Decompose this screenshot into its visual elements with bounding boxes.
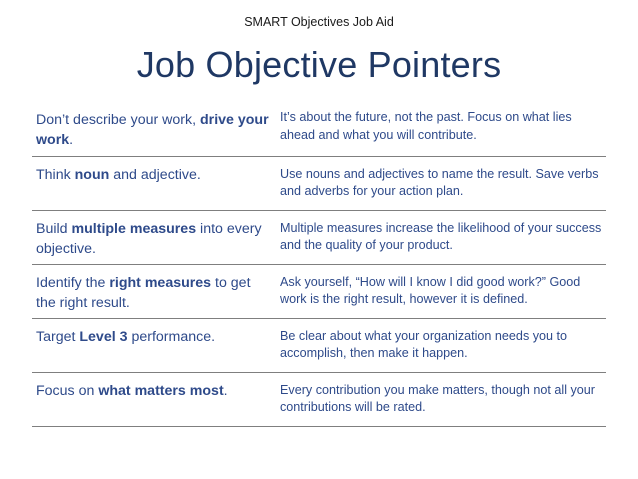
pointer-emphasis: noun: [74, 166, 110, 183]
explanation-cell: Use nouns and adjectives to name the result. Save verbs and adverbs for your action plan.: [275, 156, 606, 210]
pointer-text: Target: [36, 328, 80, 345]
table-row: [32, 101, 606, 156]
table-row: [32, 372, 606, 426]
pointer-emphasis: what matters most: [98, 382, 224, 399]
pointer-text: to get the right result.: [36, 274, 251, 311]
pointer-cell: [32, 372, 275, 426]
pointer-emphasis: multiple measures: [71, 220, 197, 237]
table-row: [32, 264, 606, 318]
table-row: [32, 156, 606, 210]
pointer-text: .: [223, 382, 228, 399]
pointers-table: [32, 101, 606, 427]
pointer-emphasis: drive your work: [36, 112, 269, 148]
supertitle: SMART Objectives Job Aid: [244, 15, 394, 29]
pointer-emphasis: Level 3: [79, 328, 128, 345]
pointer-cell: [32, 156, 275, 210]
explanation-cell: It’s about the future, not the past. Focus on what lies ahead and what you will contribute.: [275, 101, 606, 156]
explanation-cell: Ask yourself, “How will I know I did good work?” Good work is the right result, however it is defined.: [275, 264, 606, 318]
pointer-cell: [32, 210, 275, 264]
pointer-text: .: [69, 132, 74, 148]
pointer-emphasis: right measures: [109, 274, 212, 291]
pointer-text: performance.: [127, 328, 216, 345]
pointer-text: Think: [36, 166, 75, 183]
pointer-cell: [32, 318, 275, 372]
table-row: [32, 318, 606, 372]
pointer-text: Don’t describe your work,: [36, 112, 201, 128]
pointer-text: into every objective.: [36, 220, 262, 257]
page-title: Job Objective Pointers: [136, 44, 502, 85]
pointer-text: Identify the: [36, 274, 110, 291]
pointer-text: Build: [36, 220, 72, 237]
pointer-cell: [32, 101, 275, 156]
explanation-cell: Be clear about what your organization needs you to accomplish, then make it happen.: [275, 318, 606, 372]
pointer-cell: [32, 264, 275, 318]
pointer-text: Focus on: [36, 382, 99, 399]
table-row: [32, 210, 606, 264]
pointer-text: and adjective.: [109, 166, 201, 183]
explanation-cell: Multiple measures increase the likelihood of your success and the quality of your product.: [275, 210, 606, 264]
explanation-cell: Every contribution you make matters, though not all your contributions will be rated.: [275, 372, 606, 426]
